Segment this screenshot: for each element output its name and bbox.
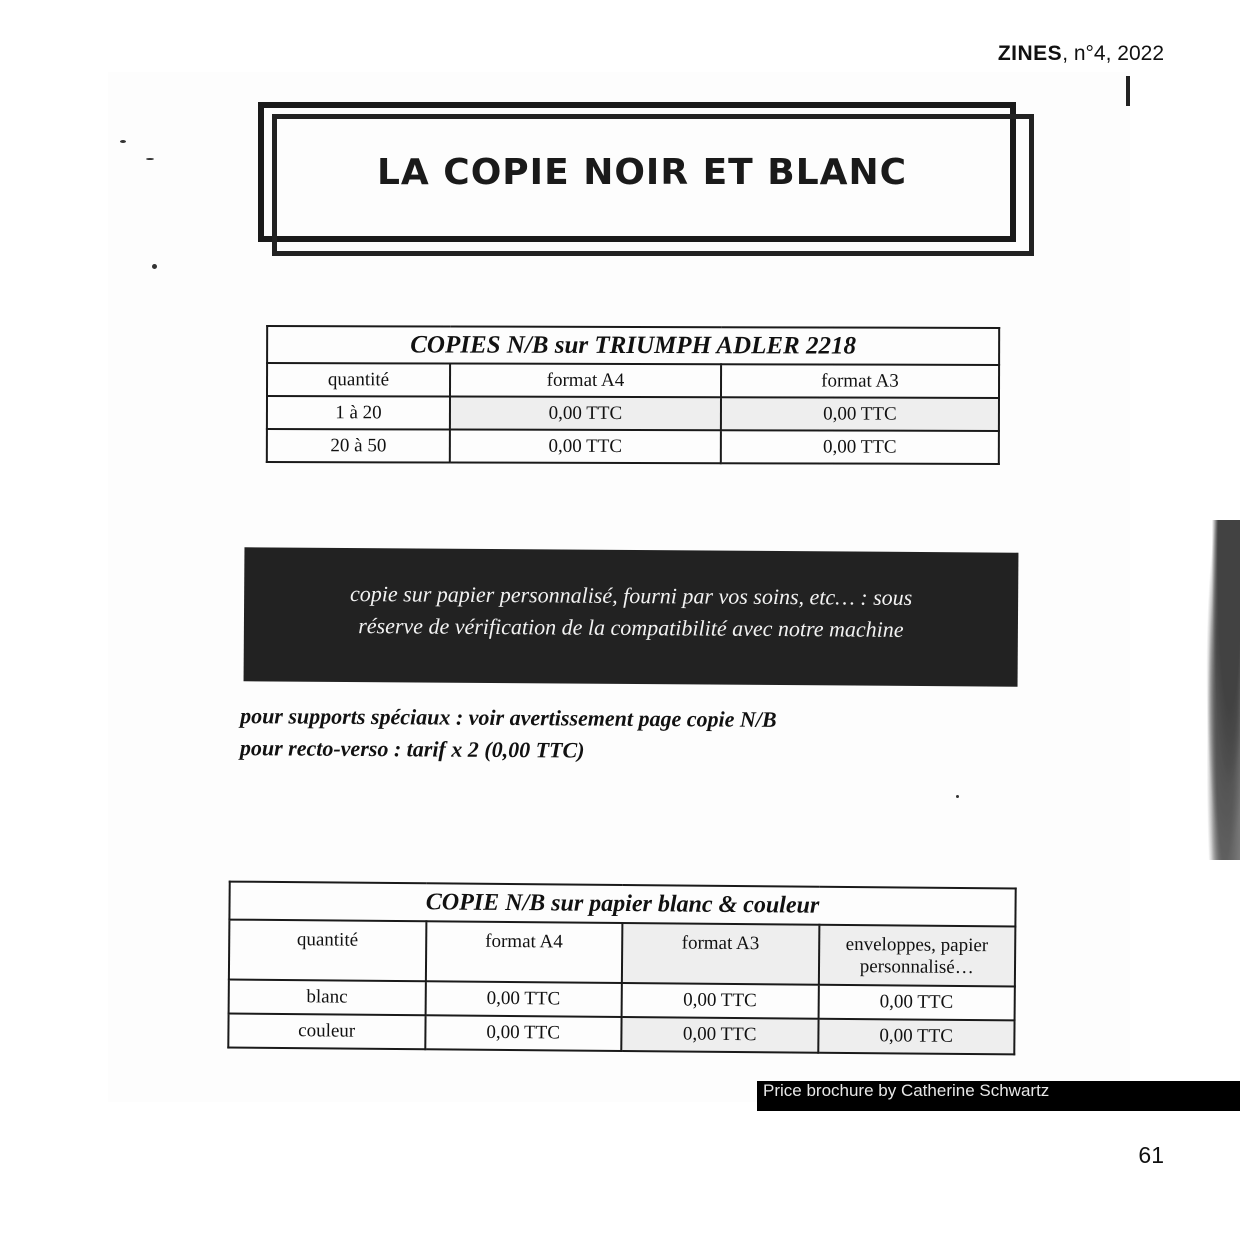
table-cell: 1 à 20: [267, 396, 450, 429]
journal-header: [998, 42, 1164, 66]
table-cell: 20 à 50: [267, 429, 450, 462]
table-cell: couleur: [228, 1014, 425, 1050]
table-cell: 0,00 TTC: [621, 1017, 818, 1053]
table-cell: 0,00 TTC: [425, 1015, 622, 1051]
table-cell: blanc: [229, 980, 426, 1016]
column-header: format A3: [622, 923, 819, 985]
column-header: quantité: [229, 920, 426, 982]
journal-issue: , n°4, 2022: [1062, 42, 1164, 65]
table-caption-row: [267, 326, 999, 365]
scan-speck: [120, 140, 126, 143]
table-row: [228, 1014, 1014, 1055]
journal-name: ZINES: [997, 42, 1063, 65]
table-cell: 0,00 TTC: [721, 397, 999, 431]
table-cell: 0,00 TTC: [450, 397, 721, 431]
column-header: format A3: [721, 364, 999, 398]
notice-banner: [244, 547, 1019, 686]
image-caption: Price brochure by Catherine Schwartz: [763, 1081, 1050, 1100]
scan-edge-mark: [1126, 76, 1130, 106]
table-caption: COPIES N/B sur TRIUMPH ADLER 2218: [267, 326, 999, 365]
paper-copies-price-table: [227, 881, 1016, 1056]
column-header: format A4: [450, 364, 721, 398]
notes: [240, 700, 777, 768]
table-row: [267, 396, 999, 431]
image-caption-bar: [757, 1081, 1240, 1111]
notice-line: réserve de vérification de la compatibilité avec notre machine: [358, 613, 904, 642]
ink-smudge: [1206, 520, 1240, 860]
bw-copies-price-table: [266, 325, 1000, 465]
table-header-row: [229, 920, 1015, 987]
table-cell: 0,00 TTC: [425, 981, 622, 1017]
notice-line: copie sur papier personnalisé, fourni par vos soins, etc… : sous: [349, 581, 913, 610]
scan-speck: [146, 158, 154, 160]
scan-speck: [956, 795, 959, 798]
table-header-row: [267, 363, 999, 398]
table-cell: 0,00 TTC: [721, 430, 999, 464]
page-title: LA COPIE NOIR ET BLANC: [376, 152, 908, 193]
table-cell: 0,00 TTC: [622, 983, 819, 1019]
note-line: pour supports spéciaux : voir avertissement page copie N/B: [240, 703, 777, 732]
table-caption: COPIE N/B sur papier blanc & couleur: [229, 882, 1015, 927]
table-cell: 0,00 TTC: [818, 1019, 1015, 1055]
column-header: format A4: [425, 921, 622, 983]
scan-speck: [152, 264, 157, 269]
column-header: enveloppes, papier personnalisé…: [818, 925, 1015, 987]
table-cell: 0,00 TTC: [818, 985, 1015, 1021]
table-row: [267, 429, 999, 464]
table-cell: 0,00 TTC: [450, 430, 721, 464]
page-number: 61: [1138, 1142, 1164, 1168]
column-header: quantité: [267, 363, 450, 396]
note-line: pour recto-verso : tarif x 2 (0,00 TTC): [239, 735, 585, 763]
